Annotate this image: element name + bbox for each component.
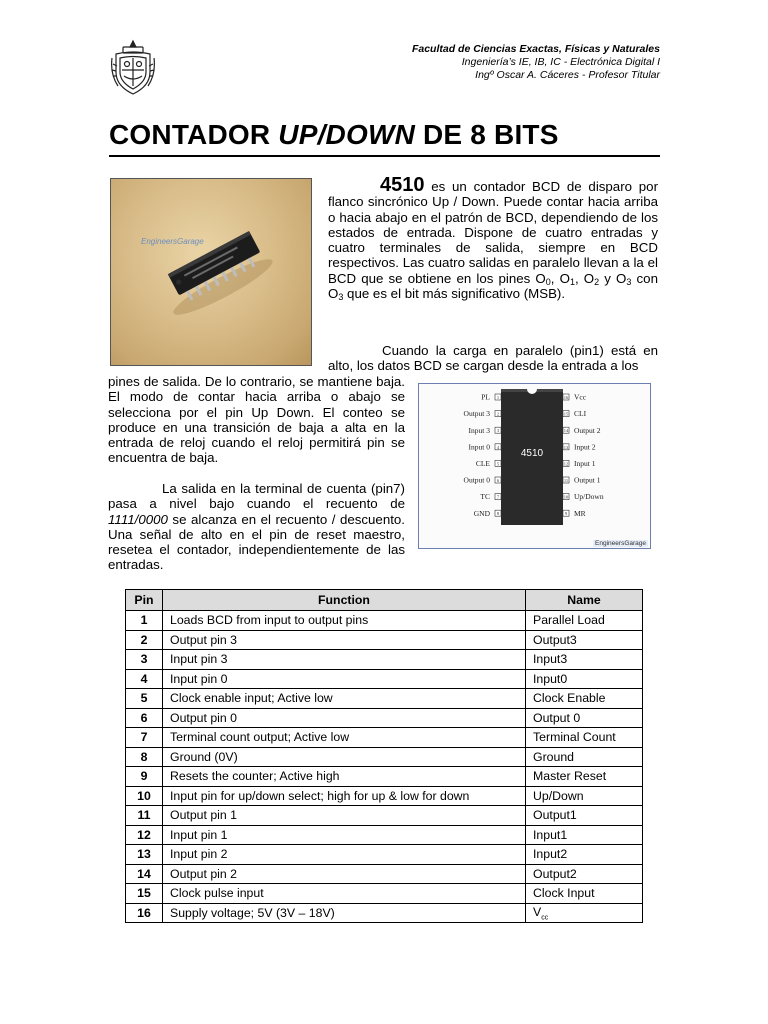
- intro-tail: que es el bit más significativo (MSB).: [343, 286, 566, 302]
- subscript: 3: [626, 276, 632, 287]
- cell-pin: 9: [126, 767, 163, 787]
- photo-watermark: EngineersGarage: [141, 237, 204, 246]
- pin-label-left: TC: [480, 492, 490, 502]
- cell-pin: 16: [126, 903, 163, 923]
- cell-name: [526, 747, 643, 767]
- cell-name-text: Input0: [533, 671, 568, 686]
- cell-name-text: Up/Down: [533, 788, 584, 803]
- pin-label-right: Vcc: [574, 392, 587, 402]
- pin-number-left: 8: [496, 511, 500, 517]
- intro-sep: y O: [599, 270, 627, 286]
- cell-function: Clock enable input; Active low: [163, 689, 526, 709]
- cell-pin: 6: [126, 708, 163, 728]
- title-part-3: DE 8 BITS: [415, 119, 559, 150]
- pin-label-left: Input 3: [468, 425, 490, 435]
- title-part-1: CONTADOR: [109, 119, 279, 150]
- cell-function: Output pin 0: [163, 708, 526, 728]
- cell-function: Ground (0V): [163, 747, 526, 767]
- cell-name-text: Output1: [533, 808, 577, 823]
- cell-name: [526, 650, 643, 670]
- cell-name-text: Clock Enable: [533, 691, 606, 706]
- table-row: [126, 689, 643, 709]
- subscript: 0: [545, 276, 551, 287]
- pin-label-left: Output 3: [463, 409, 490, 419]
- pin-number-left: 1: [496, 395, 500, 400]
- cell-name: [526, 689, 643, 709]
- cell-name-text: Ground: [533, 749, 575, 764]
- subscript: 1: [569, 276, 575, 287]
- pin-number-left: 3: [496, 428, 500, 434]
- cell-function: Input pin for up/down select; high for up & low for down: [163, 786, 526, 806]
- cell-function: Input pin 0: [163, 669, 526, 689]
- cell-pin: 2: [126, 630, 163, 650]
- cell-pin: 10: [126, 786, 163, 806]
- cell-pin: 4: [126, 669, 163, 689]
- cell-pin: 3: [126, 650, 163, 670]
- cell-name-text: Output2: [533, 866, 577, 881]
- intro-sep: , O: [550, 270, 570, 286]
- pin-label-left: Input 0: [468, 442, 490, 452]
- cell-name-text: Output3: [533, 632, 577, 647]
- table-row: [126, 884, 643, 904]
- cell-name-text: Clock Input: [533, 886, 595, 901]
- chip-label: 4510: [520, 448, 544, 459]
- cell-function: Output pin 2: [163, 864, 526, 884]
- pin-number-left: 5: [496, 461, 500, 467]
- header-faculty: Facultad de Ciencias Exactas, Físicas y Naturales: [411, 43, 660, 55]
- table-row: [126, 903, 643, 923]
- table-row: [126, 806, 643, 826]
- header-name: Name: [526, 590, 643, 611]
- cell-pin: 8: [126, 747, 163, 767]
- intro-sep: con O: [328, 270, 658, 302]
- header-function: Function: [163, 590, 526, 611]
- cell-name: [526, 728, 643, 748]
- pin-label-right: CLI: [574, 409, 587, 419]
- cell-name: [526, 767, 643, 787]
- pin-label-left: GND: [473, 508, 490, 518]
- cell-name: [526, 669, 643, 689]
- cell-name-text: Input2: [533, 847, 568, 862]
- cell-name-text: Output 0: [533, 710, 581, 725]
- table-row: [126, 767, 643, 787]
- cell-name: [526, 825, 643, 845]
- table-row: [126, 825, 643, 845]
- cell-function: Input pin 3: [163, 650, 526, 670]
- cell-function: Input pin 2: [163, 845, 526, 865]
- table-row: [126, 611, 643, 631]
- pin-number-right: 14: [563, 428, 569, 434]
- title-part-2: UP/DOWN: [278, 119, 416, 150]
- cell-function: Input pin 1: [163, 825, 526, 845]
- cell-pin: 7: [126, 728, 163, 748]
- cell-pin: 12: [126, 825, 163, 845]
- cell-pin: 1: [126, 611, 163, 631]
- header-professor: Ingº Oscar A. Cáceres - Profesor Titular: [475, 69, 660, 81]
- cell-name: [526, 611, 643, 631]
- chip-photo: [110, 178, 312, 366]
- table-header-row: [126, 590, 643, 611]
- table-row: [126, 747, 643, 767]
- pin-label-right: MR: [574, 508, 586, 518]
- pin-number-right: 12: [563, 461, 569, 467]
- intro-text: es un contador BCD de disparo por flanco sincrónico Up / Down. Puede contar hacia arriba o hacia abajo en el patrón de BCD, dependiendo de los estados de entrada. Dispone de cuatro entradas y cuatro terminales de salida, siempre en BCD respectivos. Las cuatro salidas en paralelo llevan a la el BCD que se obtiene en los pines O: [328, 179, 658, 286]
- cell-name-subscript: cc: [541, 913, 549, 921]
- pin-number-left: 7: [496, 494, 500, 500]
- pin-label-right: Up/Down: [574, 492, 604, 502]
- cell-name-text: V: [533, 904, 542, 919]
- cell-pin: 11: [126, 806, 163, 826]
- intro-sep: , O: [574, 270, 595, 286]
- pin-number-right: 9: [564, 511, 568, 517]
- pin-label-left: PL: [481, 392, 490, 402]
- pin-number-left: 4: [496, 444, 500, 450]
- cell-name-text: Parallel Load: [533, 613, 605, 628]
- cell-pin: 14: [126, 864, 163, 884]
- header-pin: Pin: [126, 590, 163, 611]
- parallel-load-text: Cuando la carga en paralelo (pin1) está en alto, los datos BCD se cargan desde la entrada a los: [328, 343, 658, 374]
- cell-function: Clock pulse input: [163, 884, 526, 904]
- table-row: [126, 728, 643, 748]
- cell-function: Supply voltage; 5V (3V – 18V): [163, 903, 526, 923]
- table-row: [126, 630, 643, 650]
- table-row: [126, 786, 643, 806]
- cell-name: [526, 630, 643, 650]
- pin-label-right: Input 1: [574, 459, 596, 468]
- pin-number-left: 2: [496, 411, 500, 417]
- cell-pin: 13: [126, 845, 163, 865]
- pin-label-left: CLE: [475, 459, 490, 468]
- subscript: 2: [594, 276, 600, 287]
- cell-pin: 15: [126, 884, 163, 904]
- terminal-count-text-end: se alcanza en el recuento / descuento. Una señal de alto en el pin de reset maestro, resetea el contador, independientemente de las entradas.: [108, 511, 405, 573]
- pin-label-right: Output 2: [574, 425, 601, 435]
- header-course: Ingeniería’s IE, IB, IC - Electrónica Digital I: [461, 56, 660, 68]
- cell-function: Output pin 3: [163, 630, 526, 650]
- cell-name: [526, 903, 643, 923]
- pin-number-right: 16: [563, 395, 569, 400]
- page-title: [109, 119, 559, 151]
- table-row: [126, 669, 643, 689]
- table-row: [126, 845, 643, 865]
- paragraph-parallel-load-cont: pines de salida. De lo contrario, se mantiene baja. El modo de contar hacia arriba o abajo se selecciona por el pin Up Down. El conteo se produce en una transición de baja a alta en la entrada de reloj cuando el reloj permitirá pin se encuentra de baja.: [108, 374, 405, 466]
- terminal-count-text: La salida en la terminal de cuenta (pin7) pasa a nivel bajo cuando el recuento de: [108, 481, 405, 512]
- subscript: 3: [338, 292, 344, 303]
- pin-number-right: 15: [563, 411, 569, 417]
- cell-name: [526, 864, 643, 884]
- pin-label-right: Output 1: [574, 475, 601, 485]
- cell-name: [526, 708, 643, 728]
- cell-function: Resets the counter; Active high: [163, 767, 526, 787]
- pin-table: [125, 589, 643, 923]
- table-row: [126, 708, 643, 728]
- cell-name-text: Terminal Count: [533, 730, 616, 745]
- cell-function: Output pin 1: [163, 806, 526, 826]
- chip-number: 4510: [380, 174, 425, 196]
- cell-name-text: Input1: [533, 827, 568, 842]
- pin-label-left: Output 0: [463, 475, 490, 485]
- cell-name-text: Master Reset: [533, 769, 607, 784]
- university-crest-logo: [108, 38, 158, 98]
- table-row: [126, 864, 643, 884]
- paragraph-parallel-load-start: [328, 343, 658, 374]
- title-underline: [109, 155, 660, 157]
- pin-number-left: 6: [496, 478, 500, 483]
- cell-function: Loads BCD from input to output pins: [163, 611, 526, 631]
- pin-number-right: 13: [563, 444, 569, 450]
- pin-number-right: 11: [563, 478, 569, 483]
- pin-label-right: Input 2: [574, 442, 596, 452]
- paragraph-terminal-count: [108, 481, 405, 573]
- count-value: 1111/0000: [108, 511, 168, 527]
- cell-name: [526, 786, 643, 806]
- pinout-watermark: EngineersGarage: [595, 540, 646, 547]
- cell-name: [526, 884, 643, 904]
- table-row: [126, 650, 643, 670]
- cell-name: [526, 845, 643, 865]
- cell-name: [526, 806, 643, 826]
- cell-name-text: Input3: [533, 652, 568, 667]
- cell-function: Terminal count output; Active low: [163, 728, 526, 748]
- paragraph-intro: [328, 174, 658, 303]
- pinout-diagram: [418, 383, 651, 549]
- cell-pin: 5: [126, 689, 163, 709]
- pin-number-right: 10: [563, 494, 569, 500]
